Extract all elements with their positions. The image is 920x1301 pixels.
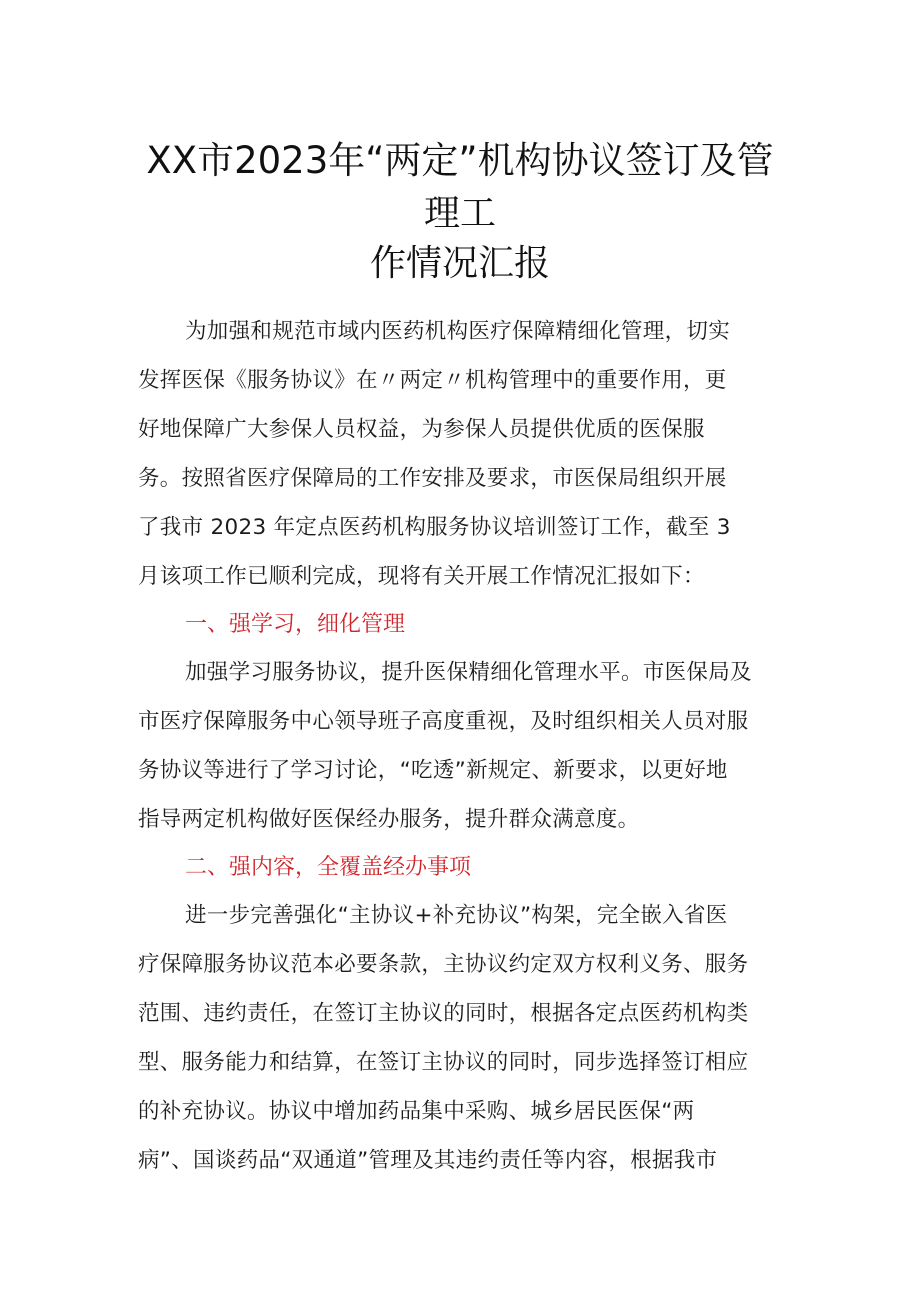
intro-line: 为加强和规范市域内医药机构医疗保障精细化管理，切实 — [185, 319, 731, 344]
intro-line: 发挥医保《服务协议》在〃两定〃机构管理中的重要作用，更 — [138, 368, 727, 393]
section-2-line: 的补充协议。协议中增加药品集中采购、城乡居民医保“两 — [138, 1099, 695, 1124]
intro-line: 月该项工作已顺利完成，现将有关开展工作情况汇报如下： — [138, 564, 705, 589]
section-1-line: 指导两定机构做好医保经办服务，提升群众满意度。 — [138, 807, 640, 832]
section-1-line: 务协议等进行了学习讨论，“吃透”新规定、新要求，以更好地 — [138, 758, 728, 783]
section-1-line: 市医疗保障服务中心领导班子高度重视，及时组织相关人员对服 — [138, 709, 749, 734]
intro-line: 务。按照省医疗保障局的工作安排及要求，市医保局组织开展 — [138, 466, 727, 491]
section-2-line: 型、服务能力和结算，在签订主协议的同时，同步选择签订相应 — [138, 1050, 749, 1075]
intro-line: 好地保障广大参保人员权益，为参保人员提供优质的医保服 — [138, 417, 705, 442]
document-title-line-3: 作情况汇报 — [369, 243, 550, 284]
section-2-line: 进一步完善强化“主协议+补充协议”构架，完全嵌入省医 — [185, 903, 728, 928]
section-1-heading: 一、强学习，细化管理 — [185, 612, 406, 637]
document-title-line-2: 理工 — [423, 193, 496, 234]
section-2-heading: 二、强内容，全覆盖经办事项 — [185, 855, 472, 880]
section-2-line: 疗保障服务协议范本必要条款，主协议约定双方权利义务、服务 — [138, 952, 749, 977]
intro-line: 了我市 2023 年定点医药机构服务协议培训签订工作，截至 3 — [138, 515, 731, 540]
section-2-line: 范围、违约责任，在签订主协议的同时，根据各定点医药机构类 — [138, 1001, 749, 1026]
section-2-line: 病”、国谈药品“双通道”管理及其违约责任等内容，根据我市 — [138, 1148, 718, 1173]
section-1-line: 加强学习服务协议，提升医保精细化管理水平。市医保局及 — [185, 660, 752, 685]
document-title-line-1: XX市2023年“两定”机构协议签订及管 — [146, 139, 774, 182]
